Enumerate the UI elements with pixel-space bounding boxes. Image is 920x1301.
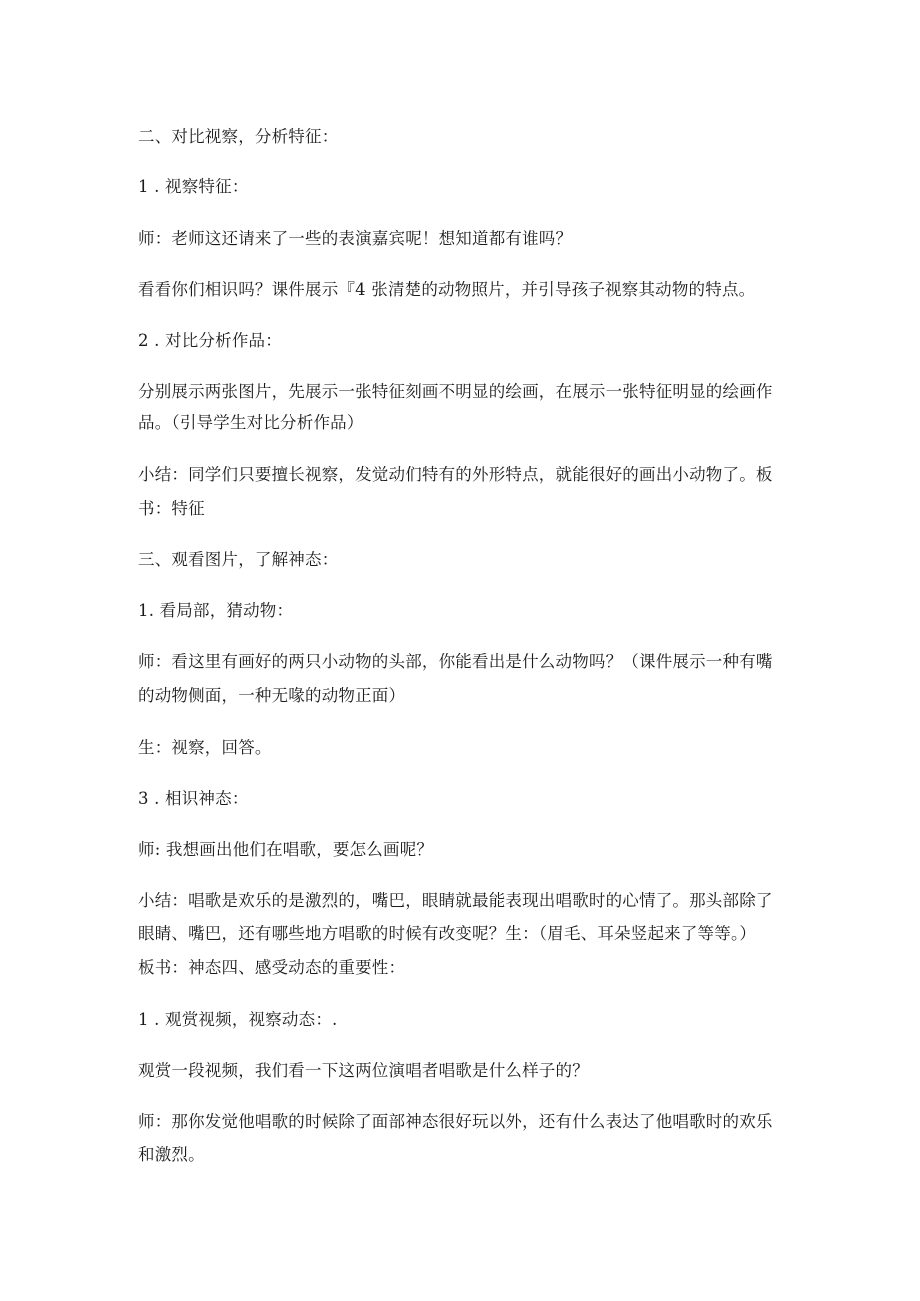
subheading-guess-animal: 1. 看局部，猜动物： bbox=[138, 601, 294, 620]
heading-section-2: 二、对比视察，分析特征： bbox=[138, 127, 339, 146]
paragraph-line: 观赏一段视频，我们看一下这两位演唱者唱歌是什么样子的？ bbox=[138, 1061, 589, 1080]
paragraph-line: 品。（引导学生对比分析作品） bbox=[138, 413, 364, 432]
paragraph-line: 师：那你发觉他唱歌的时候除了面部神态很好玩以外，还有什么表达了他唱歌时的欢乐 bbox=[138, 1112, 773, 1131]
subheading-observe-features: 1 . 视察特征： bbox=[138, 177, 249, 196]
paragraph-line: 眼睛、嘴巴，还有哪些地方唱歌的时候有改变呢？生：（眉毛、耳朵竖起来了等等。） bbox=[138, 924, 757, 943]
paragraph-line: 师：看这里有画好的两只小动物的头部，你能看出是什么动物吗？（课件展示一种有嘴 bbox=[138, 652, 773, 671]
subheading-know-expression: 3 . 相识神态： bbox=[138, 789, 249, 808]
paragraph-line: 看看你们相识吗？课件展示『4 张清楚的动物照片，并引导孩子视察其动物的特点。 bbox=[138, 280, 756, 299]
paragraph-line: 师: 我想画出他们在唱歌，要怎么画呢？ bbox=[138, 840, 434, 859]
paragraph-line: 生：视察，回答。 bbox=[138, 738, 272, 757]
paragraph-line: 分别展示两张图片，先展示一张特征刻画不明显的绘画，在展示一张特征明显的绘画作 bbox=[138, 382, 773, 401]
paragraph-line: 的动物侧面，一种无喙的动物正面） bbox=[138, 686, 406, 705]
heading-section-3: 三、观看图片，了解神态： bbox=[138, 550, 339, 569]
subheading-watch-video: 1 . 观赏视频，视察动态：. bbox=[138, 1010, 338, 1029]
paragraph-line: 和激烈。 bbox=[138, 1145, 205, 1164]
paragraph-line: 小结：唱歌是欢乐的是激烈的，嘴巴，眼睛就最能表现出唱歌时的心情了。那头部除了 bbox=[138, 891, 773, 910]
paragraph-line: 板书：神态四、感受动态的重要性： bbox=[138, 958, 406, 977]
paragraph-line: 师：老师这还请来了一些的表演嘉宾呢！想知道都有谁吗？ bbox=[138, 229, 573, 248]
paragraph-line: 书：特征 bbox=[138, 499, 205, 518]
paragraph-line: 小结：同学们只要擅长视察，发觉动们特有的外形特点，就能很好的画出小动物了。板 bbox=[138, 465, 773, 484]
subheading-compare-works: 2 . 对比分析作品： bbox=[138, 331, 282, 350]
